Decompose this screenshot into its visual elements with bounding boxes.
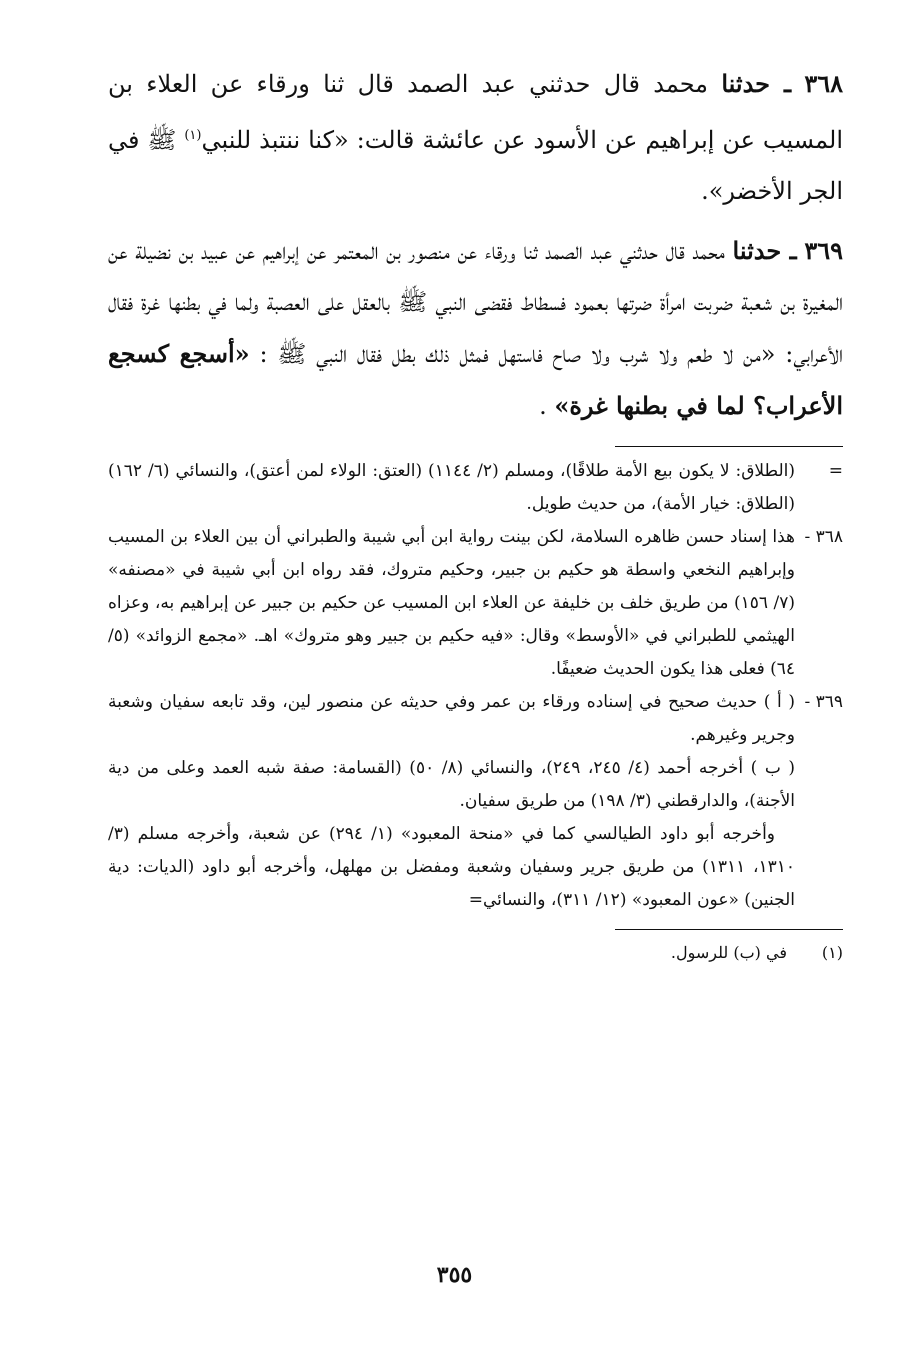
hadith-text-end: ﷺ في الجر الأخضر».	[108, 126, 843, 205]
hadith-lead: ـ حدثنا	[732, 236, 797, 265]
note-text: هذا إسناد حسن ظاهره السلامة، لكن بينت رواية ابن أبي شيبة والطبراني أن بين العلاء بن المسيب وإبراهيم النخعي واسطة هو حكيم بن جبير، وحكيم متروك، فقد رواه ابن أبي شيبة في «مصنفه» (٧/ ١٥٦) من طريق خلف بن خليفة عن العلاء ابن المسيب عن حكيم بن جبير عن إبراهيم به، وعزاه الهيثمي للطبراني في «الأوسط» وقال: «فيه حكيم بن جبير وهو متروك» اهـ. «مجمع الزوائد» (٥/ ٦٤) فعلى هذا يكون الحديث ضعيفًا.	[108, 527, 795, 679]
note-369	[108, 686, 843, 917]
hadith-lead: ـ حدثنا	[721, 69, 792, 98]
hadith-text: محمد قال حدثني عبد الصمد قال ثنا ورقاء عن العلاء بن المسيب عن إبراهيم عن الأسود عن عائشة قالت: «كنا ننتبذ للنبي	[108, 70, 843, 154]
note-text-b: ( ب ) أخرجه أحمد (٤/ ٢٤٥، ٢٤٩)، والنسائي (٨/ ٥٠) (القسامة: صفة شبه العمد وعلى من دية الأجنة)، والدارقطني (٣/ ١٩٨) من طريق سفيان.	[108, 758, 795, 811]
hadith-369	[108, 225, 843, 432]
page-body	[108, 58, 843, 968]
footnote-text: في (ب) للرسول.	[670, 943, 787, 962]
hadith-quote: «أسجع كسجع الأعراب؟ لما في بطنها غرة»	[108, 339, 843, 420]
note-text-a: ( أ ) حديث صحيح في إسناده ورقاء بن عمر وفي حديثه عن منصور لين، وقد تابعه سفيان وشعبة وجرير وغيرهم.	[108, 692, 795, 745]
footnote-ref[interactable]: (١)	[184, 128, 202, 143]
note-marker: ٣٦٩ -	[804, 692, 843, 712]
footnote-marker: (١)	[821, 943, 843, 962]
page-number: ٣٥٥	[436, 1262, 473, 1288]
note-368	[108, 521, 843, 686]
commentary-notes	[108, 455, 843, 917]
note-marker: =	[828, 461, 843, 481]
note-text-c: وأخرجه أبو داود الطيالسي كما في «منحة المعبود» (١/ ٢٩٤) عن شعبة، وأخرجه مسلم (٣/ ١٣١٠، ١٣١١) من طريق جرير وسفيان وشعبة ومفضل بن مهلهل، وأخرجه أبو داود (الديات: دية الجنين) «عون المعبود» (١٢/ ٣١١)، والنسائي=	[108, 824, 795, 910]
note-continued	[108, 455, 843, 521]
notes-divider	[615, 446, 843, 447]
note-marker: ٣٦٨ -	[804, 527, 843, 547]
note-text: (الطلاق: لا يكون بيع الأمة طلاقًا)، ومسلم (٢/ ١١٤٤) (العتق: الولاء لمن أعتق)، والنسائي (٦/ ١٦٢) (الطلاق: خيار الأمة)، من حديث طويل.	[108, 461, 796, 514]
footnote-divider	[615, 929, 843, 930]
hadith-368	[108, 58, 843, 217]
hadith-end: .	[539, 392, 555, 420]
hadith-number: ٣٦٨	[804, 69, 843, 98]
hadith-number: ٣٦٩	[804, 236, 843, 265]
hadith-text: محمد قال حدثني عبد الصمد ثنا ورقاء عن منصور بن المعتمر عن إبراهيم عن عبيد بن نضيلة عن المغيرة بن شعبة ضربت امرأة ضرتها بعمود فسطاط فقضى النبي ﷺ بالعقل على العصبة ولما في بطنها غرة فقال الأعرابي: «من لا طعم ولا شرب ولا صاح فاستهل فمثل ذلك بطل فقال النبي ﷺ :	[108, 237, 844, 368]
footnote-1	[108, 938, 843, 968]
